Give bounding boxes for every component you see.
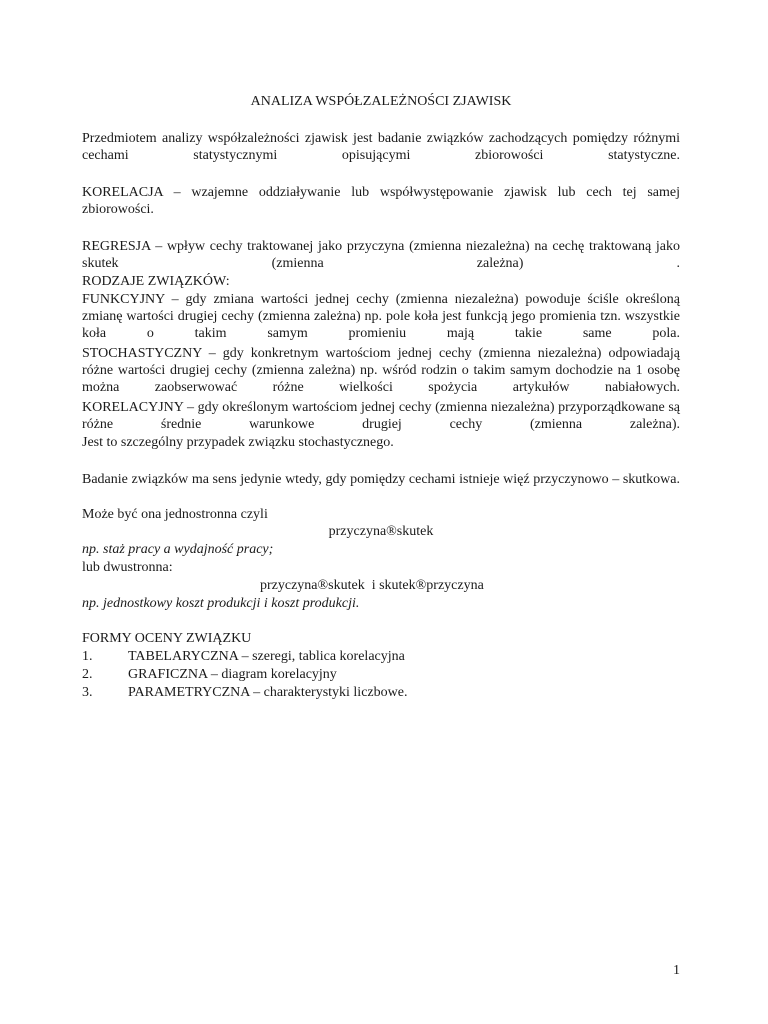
regresja-definition: REGRESJA – wpływ cechy traktowanej jako przyczyna (zmienna niezależna) na cechę traktowaną jako skutek (zmienna zależna) . [82, 239, 680, 271]
korelacja-definition: KORELACJA – wzajemne oddziaływanie lub współwystępowanie zjawisk lub cech tej samej zbiorowości. [82, 185, 680, 217]
formy-heading: FORMY OCENY ZWIĄZKU [82, 631, 252, 646]
document-title: ANALIZA WSPÓŁZALEŻNOŚCI ZJAWISK [250, 94, 512, 109]
korelacyjny-paragraph: KORELACYJNY – gdy określonym wartościom jednej cechy (zmienna niezależna) przyporządkowane są różne średnie warunkowe drugiej cechy (zmienna zależna). [82, 400, 680, 432]
intro-paragraph: Przedmiotem analizy współzależności zjawisk jest badanie związków zachodzących pomiędzy różnymi cechami statystycznymi opisującymi zbiorowości statystyczne. [82, 131, 680, 163]
jednostronna-intro: Może być ona jednostronna czyli [82, 507, 268, 522]
document-page [82, 0, 680, 1024]
szczegolny-note: Jest to szczególny przypadek związku stochastycznego. [82, 435, 394, 450]
rodzaje-heading: RODZAJE ZWIĄZKÓW: [82, 274, 230, 289]
list-item-text: PARAMETRYCZNA – charakterystyki liczbowe. [128, 685, 408, 700]
dwustronna-formula: przyczyna®skutek i skutek®przyczyna [260, 578, 484, 593]
page-number: 1 [673, 963, 680, 978]
list-item-number: 1. [82, 649, 93, 664]
stochastyczny-paragraph: STOCHASTYCZNY – gdy konkretnym wartościom jednej cechy (zmienna niezależna) odpowiadają różne wartości drugiej cechy (zmienna zależna) np. wśród rodzin o takim samym dochodzie na 1 osobę można zaobserwować różne wielkości spożycia artykułów nabiałowych. [82, 346, 680, 395]
list-item-number: 3. [82, 685, 93, 700]
jednostronna-formula: przyczyna®skutek [328, 524, 434, 539]
jednostronna-example: np. staż pracy a wydajność pracy; [82, 542, 274, 557]
list-item-text: GRAFICZNA – diagram korelacyjny [128, 667, 337, 682]
badanie-paragraph: Badanie związków ma sens jedynie wtedy, gdy pomiędzy cechami istnieje więź przyczynowo – skutkowa. [82, 472, 680, 487]
list-item-number: 2. [82, 667, 93, 682]
funkcyjny-paragraph: FUNKCYJNY – gdy zmiana wartości jednej cechy (zmienna niezależna) powoduje ściśle określoną zmianę wartości drugiej cechy (zmienna zależna) np. pole koła jest funkcją jego promienia tzn. wszystkie koła o takim samym promieniu mają takie same pola. [82, 292, 680, 341]
dwustronna-intro: lub dwustronna: [82, 560, 173, 575]
list-item-text: TABELARYCZNA – szeregi, tablica korelacyjna [128, 649, 405, 664]
dwustronna-example: np. jednostkowy koszt produkcji i koszt produkcji. [82, 596, 360, 611]
